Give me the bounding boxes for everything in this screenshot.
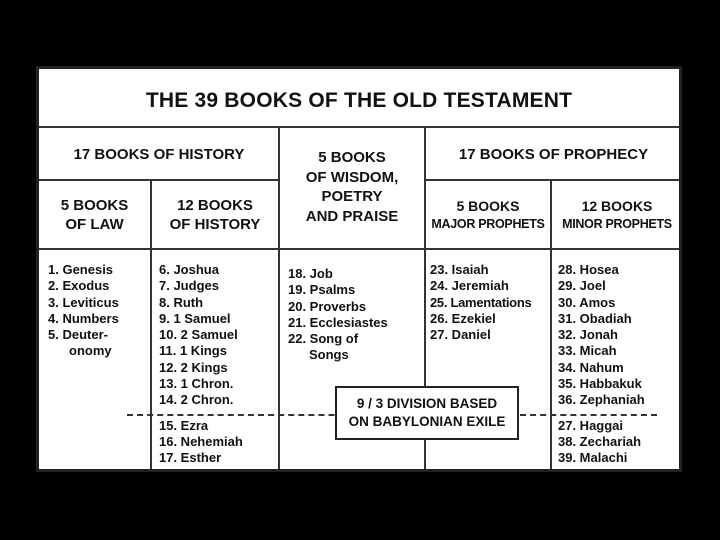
list-item: 29. Joel — [558, 278, 606, 294]
title-divider — [39, 126, 679, 128]
list-item: 27. Daniel — [430, 327, 491, 343]
list-item: 25. Lamentations — [430, 294, 532, 310]
list-item: 36. Zephaniah — [558, 392, 645, 408]
subheader-divider — [39, 248, 679, 250]
minor-prophets-header: 12 BOOKS MINOR PROPHETS — [562, 198, 672, 231]
list-item: 33. Micah — [558, 343, 617, 359]
list-item: 4. Numbers — [48, 310, 119, 326]
history-header: 17 BOOKS OF HISTORY — [73, 146, 245, 163]
list-item: 1. Genesis — [48, 262, 114, 277]
list-item: 34. Nahum — [558, 359, 624, 375]
wisdom-book-list — [288, 266, 388, 364]
list-item: 23. Isaiah — [430, 262, 489, 277]
list-item: 31. Obadiah — [558, 310, 632, 326]
list-item: 3. Leviticus — [48, 294, 119, 310]
list-item: 39. Malachi — [558, 450, 628, 466]
list-item: Songs — [309, 347, 349, 363]
list-item: 20. Proverbs — [288, 298, 367, 314]
list-item: 16. Nehemiah — [159, 433, 243, 449]
list-item: 21. Ecclesiastes — [288, 314, 388, 330]
chart-title: THE 39 BOOKS OF THE OLD TESTAMENT — [145, 89, 573, 112]
list-item: 6. Joshua — [159, 262, 219, 277]
list-item: 32. Jonah — [558, 327, 618, 343]
list-item: 14. 2 Chron. — [159, 392, 234, 408]
list-item: 38. Zechariah — [558, 433, 642, 449]
prophecy-header-divider — [425, 179, 679, 181]
list-item: 22. Song of — [288, 331, 359, 347]
wisdom-header: 5 BOOKS OF WISDOM, POETRY AND PRAISE — [305, 149, 399, 225]
list-item: 30. Amos — [558, 294, 616, 310]
history12-header: 12 BOOKS OF HISTORY — [169, 197, 261, 233]
old-testament-chart — [36, 66, 682, 472]
list-item: 35. Habbakuk — [558, 376, 642, 392]
list-item: 10. 2 Samuel — [159, 327, 238, 343]
history-book-list — [159, 262, 243, 467]
prophecy-header: 17 BOOKS OF PROPHECY — [458, 146, 649, 163]
list-item: 24. Jeremiah — [430, 278, 509, 294]
list-item: 28. Hosea — [558, 262, 619, 277]
list-item: 15. Ezra — [159, 417, 209, 433]
list-item: 17. Esther — [159, 450, 222, 466]
list-item: 26. Ezekiel — [430, 310, 496, 326]
list-item: 8. Ruth — [159, 294, 204, 310]
law-book-list — [48, 262, 119, 360]
list-item: onomy — [69, 343, 112, 359]
list-item: 2. Exodus — [48, 278, 110, 294]
major-prophets-book-list — [430, 262, 531, 343]
list-item: 7. Judges — [159, 278, 219, 294]
list-item: 9. 1 Samuel — [159, 310, 231, 326]
history-header-divider — [39, 179, 279, 181]
list-item: 5. Deuter- — [48, 327, 108, 343]
list-item: 13. 1 Chron. — [159, 376, 234, 392]
list-item: 18. Job — [288, 266, 333, 281]
law-header: 5 BOOKS OF LAW — [60, 197, 129, 233]
list-item: 27. Haggai — [558, 417, 624, 433]
list-item: 19. Psalms — [288, 282, 356, 298]
list-item: 12. 2 Kings — [159, 359, 228, 375]
list-item: 11. 1 Kings — [159, 343, 227, 359]
exile-division-note: 9 / 3 DIVISION BASED ON BABYLONIAN EXILE — [335, 386, 519, 440]
minor-prophets-book-list — [558, 262, 645, 467]
major-prophets-header: 5 BOOKS MAJOR PROPHETS — [431, 198, 545, 231]
